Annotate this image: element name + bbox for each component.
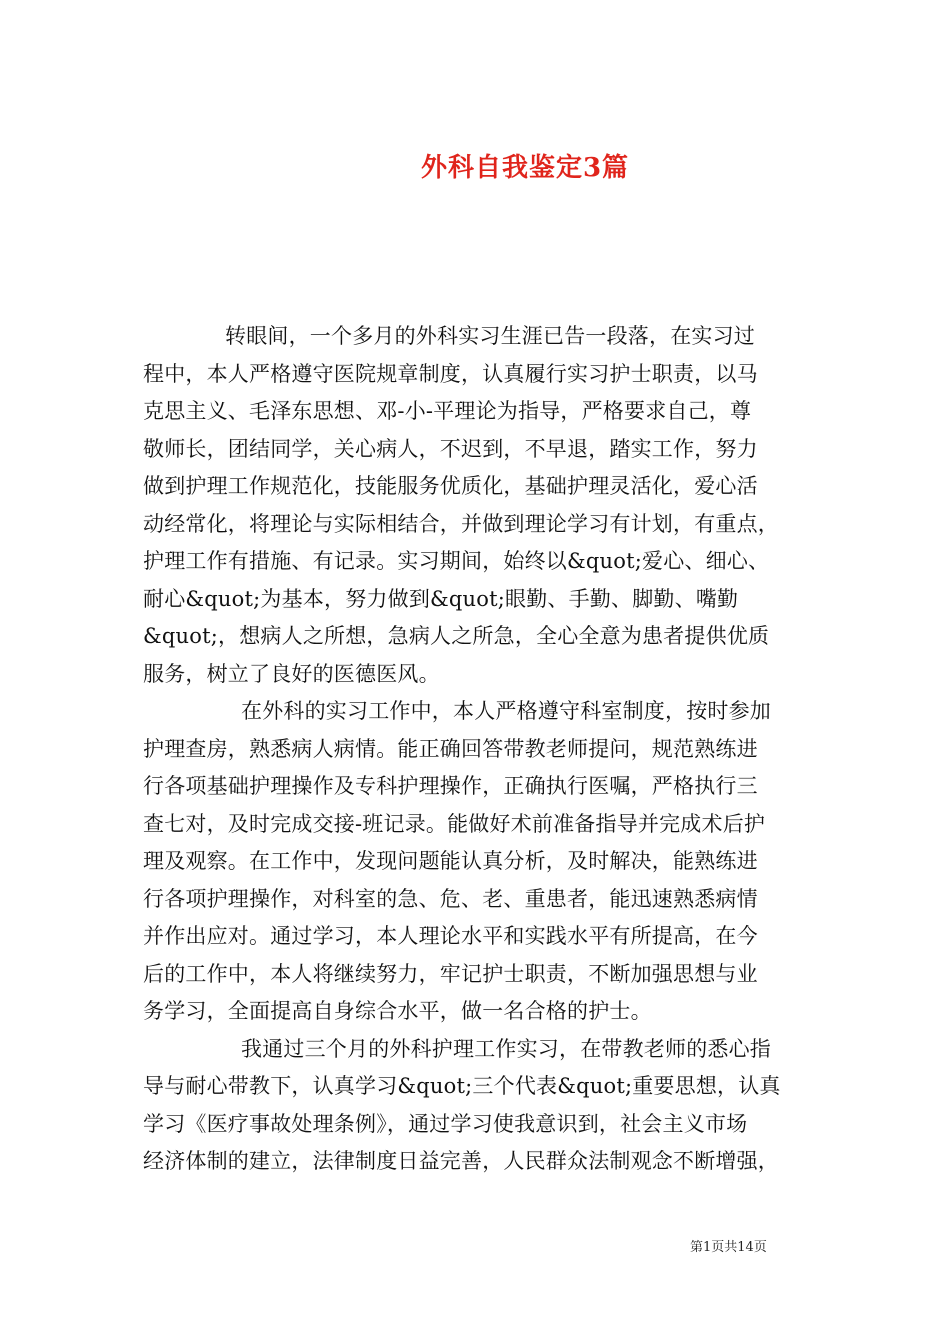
text-line: 理及观察。在工作中，发现问题能认真分析，及时解决，能熟练进	[143, 849, 758, 873]
text-line: 服务，树立了良好的医德医风。	[143, 661, 440, 686]
paragraph-2	[143, 693, 813, 1031]
text-line: 导与耐心带教下，认真学习&quot;三个代表&quot;重要思想，认真	[143, 1074, 781, 1098]
document-title: 外科自我鉴定3篇	[420, 153, 630, 184]
paragraph-1	[143, 318, 813, 693]
text-line: 行各项护理操作，对科室的急、危、老、重患者，能迅速熟悉病情	[143, 886, 758, 911]
paragraph-3	[143, 1031, 813, 1181]
text-line: 学习《医疗事故处理条例》，通过学习使我意识到，社会主义市场	[143, 1111, 748, 1136]
text-line: 并作出应对。通过学习，本人理论水平和实践水平有所提高，在今	[143, 924, 758, 948]
text-line: 敬师长，团结同学，关心病人，不迟到，不早退，踏实工作，努力	[143, 436, 758, 461]
text-line: 在外科的实习工作中，本人严格遵守科室制度，按时参加	[241, 699, 771, 723]
text-line: 耐心&quot;为基本，努力做到&quot;眼勤、手勤、脚勤、嘴勤	[143, 586, 739, 611]
page-number-footer: 第1页共14页	[690, 1240, 767, 1255]
text-line: 克思主义、毛泽东思想、邓-小-平理论为指导，严格要求自己，尊	[143, 399, 752, 423]
text-line: 经济体制的建立，法律制度日益完善，人民群众法制观念不断增强，	[143, 1149, 779, 1173]
document-body	[143, 318, 813, 1181]
text-line: 我通过三个月的外科护理工作实习，在带教老师的悉心指	[241, 1036, 771, 1061]
text-line: 行各项基础护理操作及专科护理操作，正确执行医嘱，严格执行三	[143, 774, 758, 798]
text-line: 查七对，及时完成交接-班记录。能做好术前准备指导并完成术后护	[143, 811, 766, 836]
text-line: 程中，本人严格遵守医院规章制度，认真履行实习护士职责，以马	[143, 361, 758, 386]
text-line: 护理工作有措施、有记录。实习期间，始终以&quot;爱心、细心、	[143, 549, 770, 573]
text-line: 护理查房，熟悉病人病情。能正确回答带教老师提问，规范熟练进	[143, 736, 758, 761]
text-line: 做到护理工作规范化，技能服务优质化，基础护理灵活化，爱心活	[143, 474, 758, 498]
text-line: 动经常化，将理论与实际相结合，并做到理论学习有计划，有重点，	[143, 511, 779, 536]
text-line: 务学习，全面提高自身综合水平，做一名合格的护士。	[143, 999, 652, 1023]
text-line: 后的工作中，本人将继续努力，牢记护士职责，不断加强思想与业	[143, 961, 758, 986]
text-line: 转眼间，一个多月的外科实习生涯已告一段落，在实习过	[225, 324, 755, 348]
text-line: &quot;，想病人之所想，急病人之所急，全心全意为患者提供优质	[143, 624, 770, 648]
